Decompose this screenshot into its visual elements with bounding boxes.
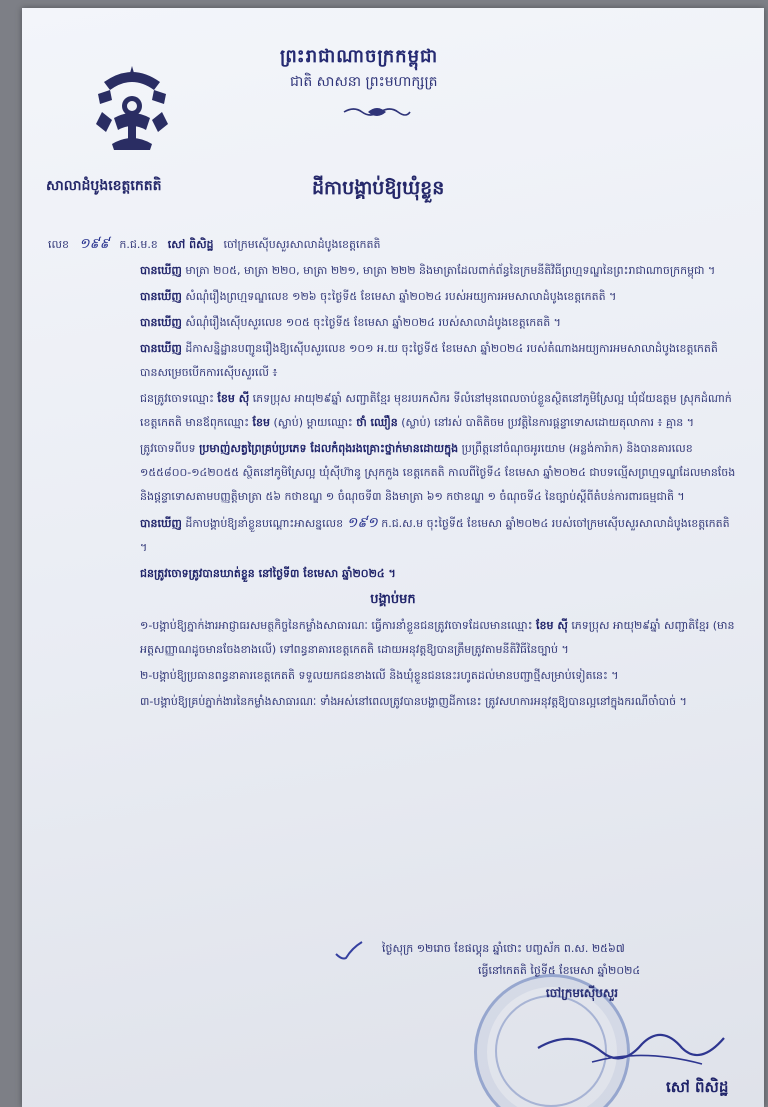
order-item [48,690,738,714]
consideration-item [48,259,738,283]
consideration-item [48,311,738,335]
warrant-number: ១៩១ [346,515,378,531]
lunar-date: ថ្ងៃសុក្រ ១២រោច ខែផល្គុន ឆ្នាំថោះ បញ្ចស័ក ព.ស. ២៥៦៧ [382,942,625,955]
place-date: ធ្វើនៅកេតតិ ថ្ងៃទី៥ ខែមេសា ឆ្នាំ២០២៤ [478,964,641,977]
consideration-item [48,337,738,385]
handwritten-signature-icon [532,1018,732,1078]
court-name: សាលាដំបូងខេត្តកេតតិ [46,178,162,194]
charge-name: ប្រមាញ់សត្វព្រៃគ្រប់ប្រភេទ ដែលកំពុងរងគ្រោះថ្នាក់មានដោយក្នុង [199,442,459,455]
warrant-line [48,511,738,560]
mother-name: ថាំ ឈឿន [356,416,398,429]
document-body [48,232,738,716]
accused-lead: ជនត្រូវចោទឈ្មោះ [140,392,214,405]
accused-paragraph [48,387,738,435]
order-text-a: ១-បង្គាប់ឱ្យភ្នាក់ងារអាជ្ញាធរសមត្ថកិច្ចនៃកម្លាំងសាធារណៈ ធ្វើការនាំខ្លួនជនត្រូវចោទដែលមានឈ្មោះ [140,619,533,632]
arrest-note: ជនត្រូវចោទត្រូវបានឃាត់ខ្លួន នៅថ្ងៃទី៣ ខែមេសា ឆ្នាំ២០២៤ ។ [140,567,396,580]
charge-lead: ត្រូវចោទពីបទ [140,442,196,455]
consideration-label: បានឃើញ [140,316,182,329]
handwritten-tick-icon [334,940,364,964]
consideration-text: មាត្រា ២០៥, មាត្រា ២២០, មាត្រា ២២១, មាត្រា ២២២ និងមាត្រាដែលពាក់ព័ន្ធនៃក្រមនីតិវិធីព្រហ្មទណ្ឌនៃព្រះរាជាណាចក្រកម្ពុជា ។ [185,264,716,277]
national-motto: ជាតិ សាសនា ព្រះមហាក្សត្រ [290,74,438,90]
consideration-label: បានឃើញ [140,264,182,277]
kingdom-heading: ព្រះរាជាណាចក្រកម្ពុជា [280,46,439,67]
document-sheet [22,8,764,1107]
order-item [48,614,738,662]
father-name: ខែម [252,416,271,429]
consideration-text: សំណុំរឿងស៊ើបសួរលេខ ១០៥ ចុះថ្ងៃទី៥ ខែមេសា ឆ្នាំ២០២៤ របស់សាលាដំបូងខេត្តកេតតិ ។ [185,316,561,329]
order-item [48,664,738,688]
judge-title: ចៅក្រមស៊ើបសួរសាលាដំបូងខេត្តកេតតិ [223,238,381,251]
warrant-text-a: ដីកាបង្គាប់ឱ្យនាំខ្លួនបណ្ដោះអាសន្នលេខ [185,517,344,530]
order-text-a: ៣-បង្គាប់ឱ្យគ្រប់ភ្នាក់ងារនៃកម្លាំងសាធារណៈ ទាំងអស់នៅពេលត្រូវបានបង្ហាញដីកានេះ ត្រូវសហការអនុវត្តឱ្យបានល្អនៅក្នុងករណីចាំបាច់ ។ [140,695,687,708]
ornament-divider-icon [342,104,412,120]
judge-name: សៅ ពិសិដ្ឋ [167,238,214,251]
charge-paragraph [48,437,738,509]
order-accused-name: ខែម ស៊ី [536,619,568,632]
warrant-text-b: ក.ជ.ស.ម ចុះថ្ងៃទី៥ ខែមេសា ឆ្នាំ២០២៤ របស់ចៅក្រមស៊ើបសួរសាលាដំបូងខេត្តកេតតិ ។ [140,517,730,554]
consideration-label: បានឃើញ [140,290,182,303]
charge-text: ប្រព្រឹត្តនៅចំណុចអូរយោម (អន្លង់ការ៉ាក) និងបានគារលេខ ១៥៥៨០០-១៤២០៥៥ ស្ថិតនៅភូមិស្រែល្អ ឃុំស៊ីហ៊ានូ ស្រុកកួង ខេត្តកេតតិ កាលពីថ្ងៃទី៤ ខែមេសា ឆ្នាំ២០២៤ ជាបទល្មើសព្រហ្មទណ្ឌដែលមានចែងនិងផ្ដន្ទាទោសតាមបញ្ញត្តិមាត្រា ៥៦ កថាខណ្ឌ ១ ចំណុចទី៣ និងមាត្រា ៦១ កថាខណ្ឌ ១ ចំណុចទី៤ នៃច្បាប់ស្ដីពីតំបន់ការពារធម្មជាតិ ។ [140,442,736,503]
consideration-label: បានឃើញ [140,342,182,355]
order-text-b: ភេទប្រុស អាយុ២៩ឆ្នាំ សញ្ជាតិខ្មែរ (មានអត្តសញ្ញាណដូចមានចែងខាងលើ) ទៅពន្ធនាគារខេត្តកេតតិ ដោយអនុវត្តឱ្យបានត្រឹមត្រូវតាមនីតិវិធីនៃច្បាប់ ។ [140,619,735,656]
reference-number: ១៩៩ [78,236,110,252]
consideration-text: ដីកាសន្និដ្ឋានបញ្ជូនរឿងឱ្យស៊ើបសួរលេខ ១០១ អ.យ ចុះថ្ងៃទី៥ ខែមេសា ឆ្នាំ២០២៤ របស់តំណាងអយ្យការអមសាលាដំបូងខេត្តកេតតិ បានសម្រេចបើកការស៊ើបសួរលើ ៖ [140,342,718,379]
orders-heading: បង្គាប់មក [370,592,416,607]
royal-emblem-icon [84,60,180,156]
accused-name: ខែម ស៊ី [217,392,250,405]
accused-details: ភេទប្រុស អាយុ២៩ឆ្នាំ សញ្ជាតិខ្មែរ មុខរបរកសិករ ទីលំនៅមុនពេលចាប់ខ្លួនស្ថិតនៅភូមិស្រែល្អ ឃុំជ័យឧត្តម ស្រុកដំណាក់ ខេត្តកេតតិ មានឪពុកឈ្មោះ [140,392,732,429]
reference-suffix: ក.ជ.ម.ខ [119,238,158,251]
reference-line [48,232,738,257]
accused-tail: (ស្លាប់) នៅរស់ បាតិតិចម ប្រវត្តិនៃការផ្តន្ទាទោសដោយតុលាការ ៖ គ្មាន ។ [401,416,695,429]
document-title: ដីកាបង្គាប់ឱ្យឃុំខ្លួន [312,177,445,199]
reference-prefix: លេខ [48,238,69,251]
consideration-item [48,285,738,309]
warrant-label: បានឃើញ [140,517,182,530]
signature-block [382,938,742,1004]
signer-name: សៅ ពិសិដ្ឋ [666,1078,729,1096]
consideration-text: សំណុំរឿងព្រហ្មទណ្ឌលេខ ១២៦ ចុះថ្ងៃទី៥ ខែមេសា ឆ្នាំ២០២៤ របស់អយ្យការអមសាលាដំបូងខេត្តកេតតិ ។ [185,290,617,303]
mother-lead: (ស្លាប់) ម្ដាយឈ្មោះ [273,416,353,429]
signer-title: ចៅក្រមស៊ើបសួរ [545,986,619,1000]
order-text-a: ២-បង្គាប់ឱ្យប្រធានពន្ធនាគារខេត្តកេតតិ ទទួលយកជនខាងលើ និងឃុំខ្លួនជននេះរហូតដល់មានបញ្ជាថ្មីសម្រាប់ទៀតនេះ ។ [140,669,619,682]
